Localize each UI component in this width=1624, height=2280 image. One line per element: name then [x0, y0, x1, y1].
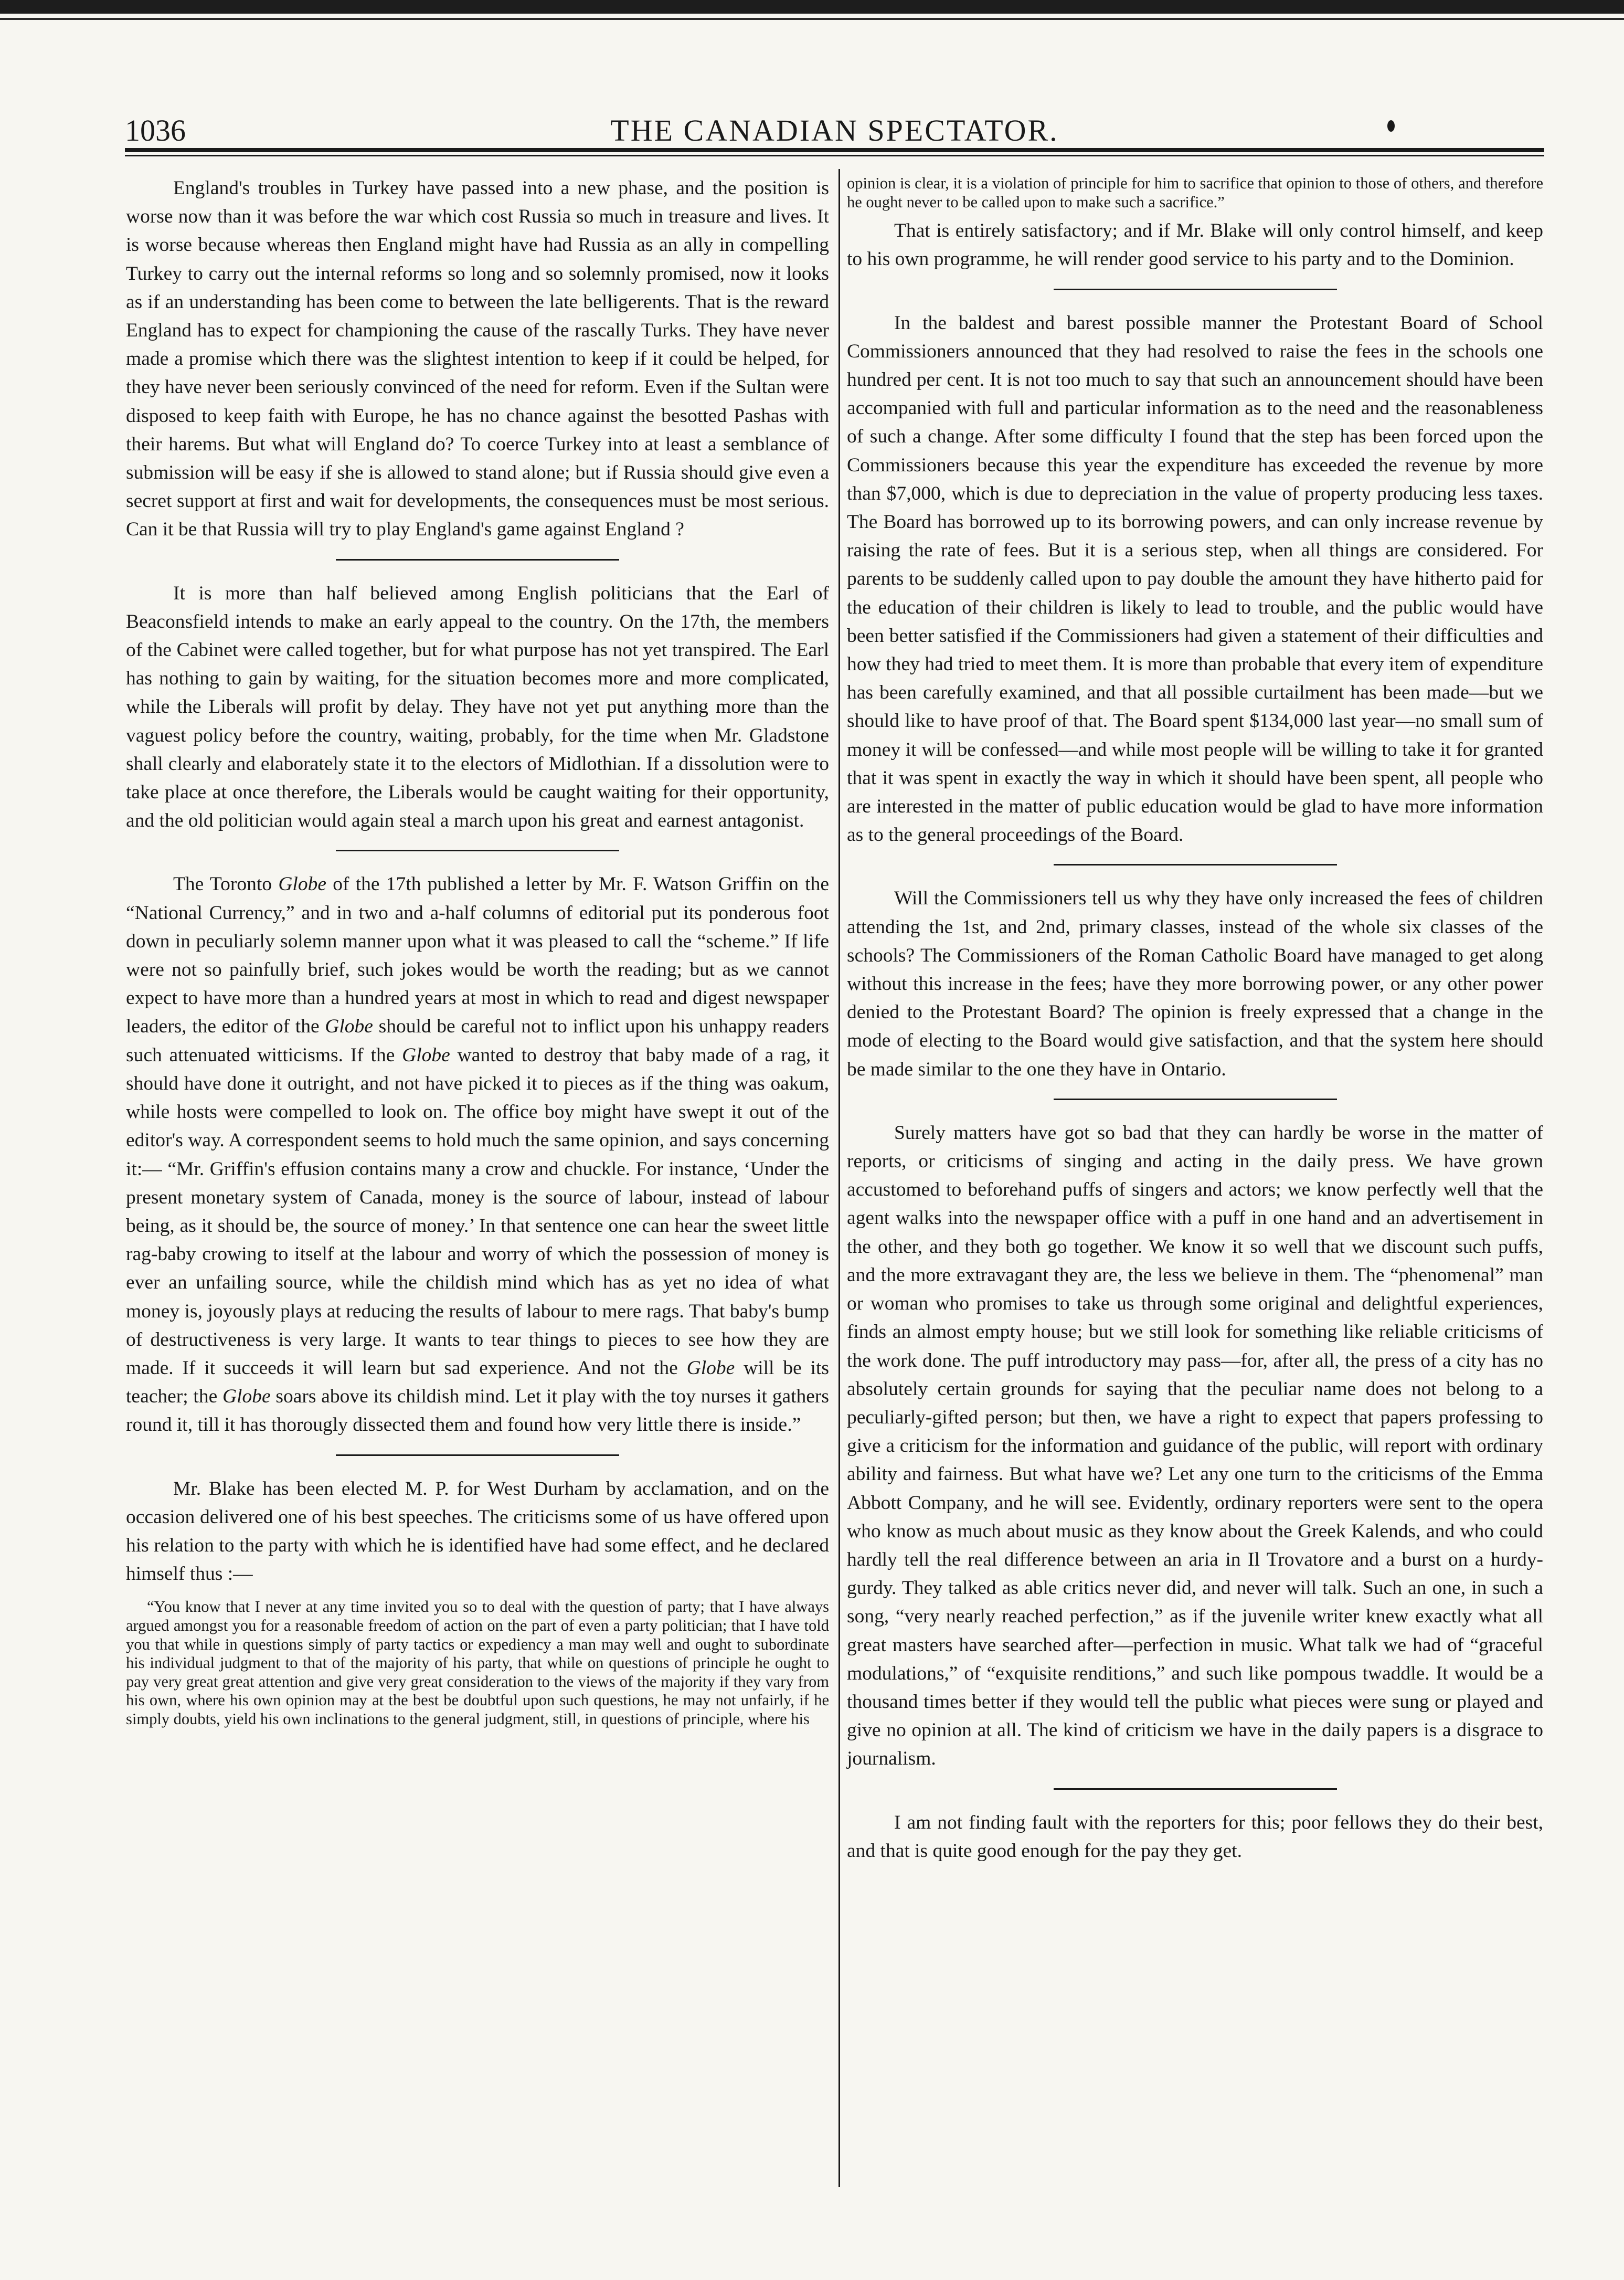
right-column [847, 174, 1543, 1865]
blake-quote: “You know that I never at any time invited you so to deal with the question of party; that I have always argued amongst you for a reasonable freedom of action on the part of even a party politician; that I have told you that while in questions simply of party tactics or expediency a man may well and ought to subordinate his individual judgment to that of the majority of his party, that while on questions of principle he ought to pay very great great attention and give very great consideration to the views of the majority if they vary from his own, where his own opinion may at the best be doubtful upon such questions, he may not unfairly, if he simply doubts, yield his own inclinations to the general judgment, still, in questions of principle, where his [126, 1598, 829, 1728]
header-rule-thick [125, 148, 1544, 152]
header-rule-thin [125, 155, 1544, 156]
paragraph-blake-comment: That is entirely satisfactory; and if Mr. Blake will only control himself, and keep to his own programme, he will render good service to his party and to the Dominion. [847, 220, 1543, 270]
left-column [126, 174, 829, 1729]
paragraph-turkey: England's troubles in Turkey have passed into a new phase, and the position is worse now than it was before the war which cost Russia so much in treasure and lives. It is worse because whereas then England might have had Russia as an ally in compelling Turkey to carry out the internal reforms so long and so solemnly promised, now it looks as if an understanding has been come to between the late belligerents. That is the reward England has to expect for championing the cause of the rascally Turks. They have never made a promise which there was the slightest intention to keep if it could be helped, for they have never been seriously convinced of the need for reform. Even if the Sultan were disposed to keep faith with Europe, he has no chance against the besotted Pashas with their harems. But what will England do? To coerce Turkey into at least a semblance of submission will be easy if she is allowed to stand alone; but if Russia should give even a secret support at first and wait for developments, the consequences must be most serious. Can it be that Russia will try to play England's game against England ? [126, 177, 829, 541]
paragraph-toronto-globe: The Toronto Globe of the 17th published a letter by Mr. F. Watson Griffin on the “National Currency,” and in two and a-half columns of editorial put its ponderous foot down in peculiarly solemn manner upon what it was pleased to call the “scheme.” If life were not so painfully brief, such jokes would be worth the reading; but as we cannot expect to have more than a hundred years at most in which to read and digest newspaper leaders, the editor of the Globe should be careful not to inflict upon his unhappy readers such attenuated witticisms. If the Globe wanted to destroy that baby made of a rag, it should have done it outright, and not have picked it to pieces as if the thing was oakum, while hosts were compelled to look on. The office boy might have swept it out of the editor's way. A correspondent seems to hold much the same opinion, and says concerning it:— “Mr. Griffin's effusion contains many a crow and chuckle. For instance, ‘Under the present monetary system of Canada, money is the source of labour, instead of labour being, as it should be, the source of money.’ In that sentence one can hear the sweet little rag-baby crowing to itself at the labour and worry of which the possession of money is ever an unfailing source, while the childish mind which has as yet no idea of what money is, joyously plays at reducing the results of labour to mere rags. That baby's bump of destructiveness is very large. It wants to tear things to pieces to see how they are made. If it succeeds it will learn but sad experience. And not the Globe will be its teacher; the Globe soars above its childish mind. Let it play with the toy nurses it gathers round it, till it has thorougly dissected them and found how very little there is inside.” [126, 873, 830, 1436]
column-divider [838, 169, 840, 2187]
section-separator [1054, 864, 1337, 865]
paragraph-beaconsfield: It is more than half believed among English politicians that the Earl of Beaconsfield intends to make an early appeal to the country. On the 17th, the members of the Cabinet were called together, but for what purpose has not yet transpired. The Earl has nothing to gain by waiting, for the situation becomes more and more complicated, while the Liberals will profit by delay. They have not yet put anything more than the vaguest policy before the country, waiting, probably, for the time when Mr. Gladstone shall clearly and elaborately state it to the electors of Midlothian. If a dissolution were to take place at once therefore, the Liberals would be caught waiting for their opportunity, and the old politician would again steal a march upon his great and earnest antagonist. [126, 582, 829, 832]
section-separator [336, 850, 619, 851]
top-ink-rule [0, 18, 1624, 20]
paragraph-blake: Mr. Blake has been elected M. P. for West Durham by acclamation, and on the occasion delivered one of his best speeches. The criticisms some of us have offered upon his relation to the party with which he is identified have had some effect, and he declared himself thus :— [126, 1477, 829, 1585]
blake-quote-continued: opinion is clear, it is a violation of principle for him to sacrifice that opinion to those of others, and therefore he ought never to be called upon to make such a sacrifice.” [847, 174, 1543, 211]
section-separator [336, 1454, 619, 1456]
section-separator [336, 559, 619, 561]
globe-italic: Globe [686, 1357, 735, 1379]
journal-title: THE CANADIAN SPECTATOR. [610, 113, 1059, 147]
globe-italic: Globe [402, 1044, 450, 1066]
paragraph-commissioners: Will the Commissioners tell us why they have only increased the fees of children attending the 1st, and 2nd, primary classes, instead of the whole six classes of the schools? The Commissioners of the Roman Catholic Board have managed to get along without this increase in the fees; have they more borrowing power, or any other power denied to the Protestant Board? The opinion is freely expressed that a change in the mode of electing to the Board would give satisfaction, and that the system here should be made similar to the one they have in Ontario. [847, 888, 1543, 1080]
section-separator [1054, 1099, 1337, 1100]
page-number: 1036 [125, 113, 186, 147]
paragraph-press-criticism: Surely matters have got so bad that they can hardly be worse in the matter of reports, or criticisms of singing and acting in the daily press. We have grown accustomed to beforehand puffs of singers and actors; we know perfectly well that the agent walks into the newspaper office with a puff in one hand and an advertisement in the other, and they both go together. We know it so well that we discount such puffs, and the more extravagant they are, the less we believe in them. The “phenomenal” man or woman who promises to take us through some original and delightful experiences, finds an almost empty house; but we still look for something like reliable criticisms of the work done. The puff introductory may pass—for, after all, the press of a city has no absolutely certain grounds for saying that the peculiar name does not belong to a peculiarly-gifted person; but then, we have a right to expect that papers professing to give a criticism for the information and guidance of the public, will report with ordinary ability and fairness. But what have we? Let any one turn to the criticisms of the Emma Abbott Company, and he will see. Evidently, ordinary reporters were sent to the opera who know as much about music as they know about the Greek Kalends, and who could hardly tell the real difference between an aria in Il Trovatore and a burst on a hurdy-gurdy. They talked as able critics never did, and never will talk. Such an one, in such a song, “very nearly reached perfection,” as if the juvenile writer knew exactly what all great masters have searched after—perfection in music. What talk we had of “graceful modulations,” of “exquisite renditions,” and such like pompous twaddle. It would be a thousand times better if they would tell the public what pieces were sung or played and give no opinion at all. The kind of criticism we have in the daily papers is a disgrace to journalism. [847, 1122, 1543, 1770]
paragraph-reporters: I am not finding fault with the reporters for this; poor fellows they do their best, and that is quite good enough for the pay they get. [847, 1811, 1543, 1862]
globe-italic: Globe [222, 1386, 271, 1408]
globe-italic: Globe [325, 1016, 373, 1038]
ornament-dot [1387, 120, 1395, 132]
section-separator [1054, 289, 1337, 290]
section-separator [1054, 1788, 1337, 1790]
top-ink-band [0, 0, 1624, 14]
globe-italic: Globe [278, 873, 326, 895]
masthead [125, 113, 1544, 147]
paragraph-school-fees: In the baldest and barest possible manner the Protestant Board of School Commissioners announced that they had resolved to raise the fees in the schools one hundred per cent. It is not too much to say that such an announcement should have been accompanied with full and particular information as to the need and the reasonableness of such a change. After some difficulty I found that the step has been forced upon the Commissioners because this year the expenditure has exceeded the revenue by more than $7,000, which is due to depreciation in the value of property producing less taxes. The Board has borrowed up to its borrowing powers, and can only increase revenue by raising the rate of fees. But it is a serious step, when all things are considered. For parents to be suddenly called upon to pay double the amount they have hitherto paid for the education of their children is likely to lead to trouble, and the public would have been better satisfied if the Commissioners had given a statement of their difficulties and how they had tried to meet them. It is more than probable that every item of expenditure has been carefully examined, and that all possible curtailment has been made—but we should like to have proof of that. The Board spent $134,000 last year—no small sum of money it will be confessed—and while most people will be willing to take it for granted that it was spent in exactly the way in which it should have been spent, all people who are interested in the matter of public education would be glad to have more information as to the general proceedings of the Board. [847, 312, 1543, 846]
